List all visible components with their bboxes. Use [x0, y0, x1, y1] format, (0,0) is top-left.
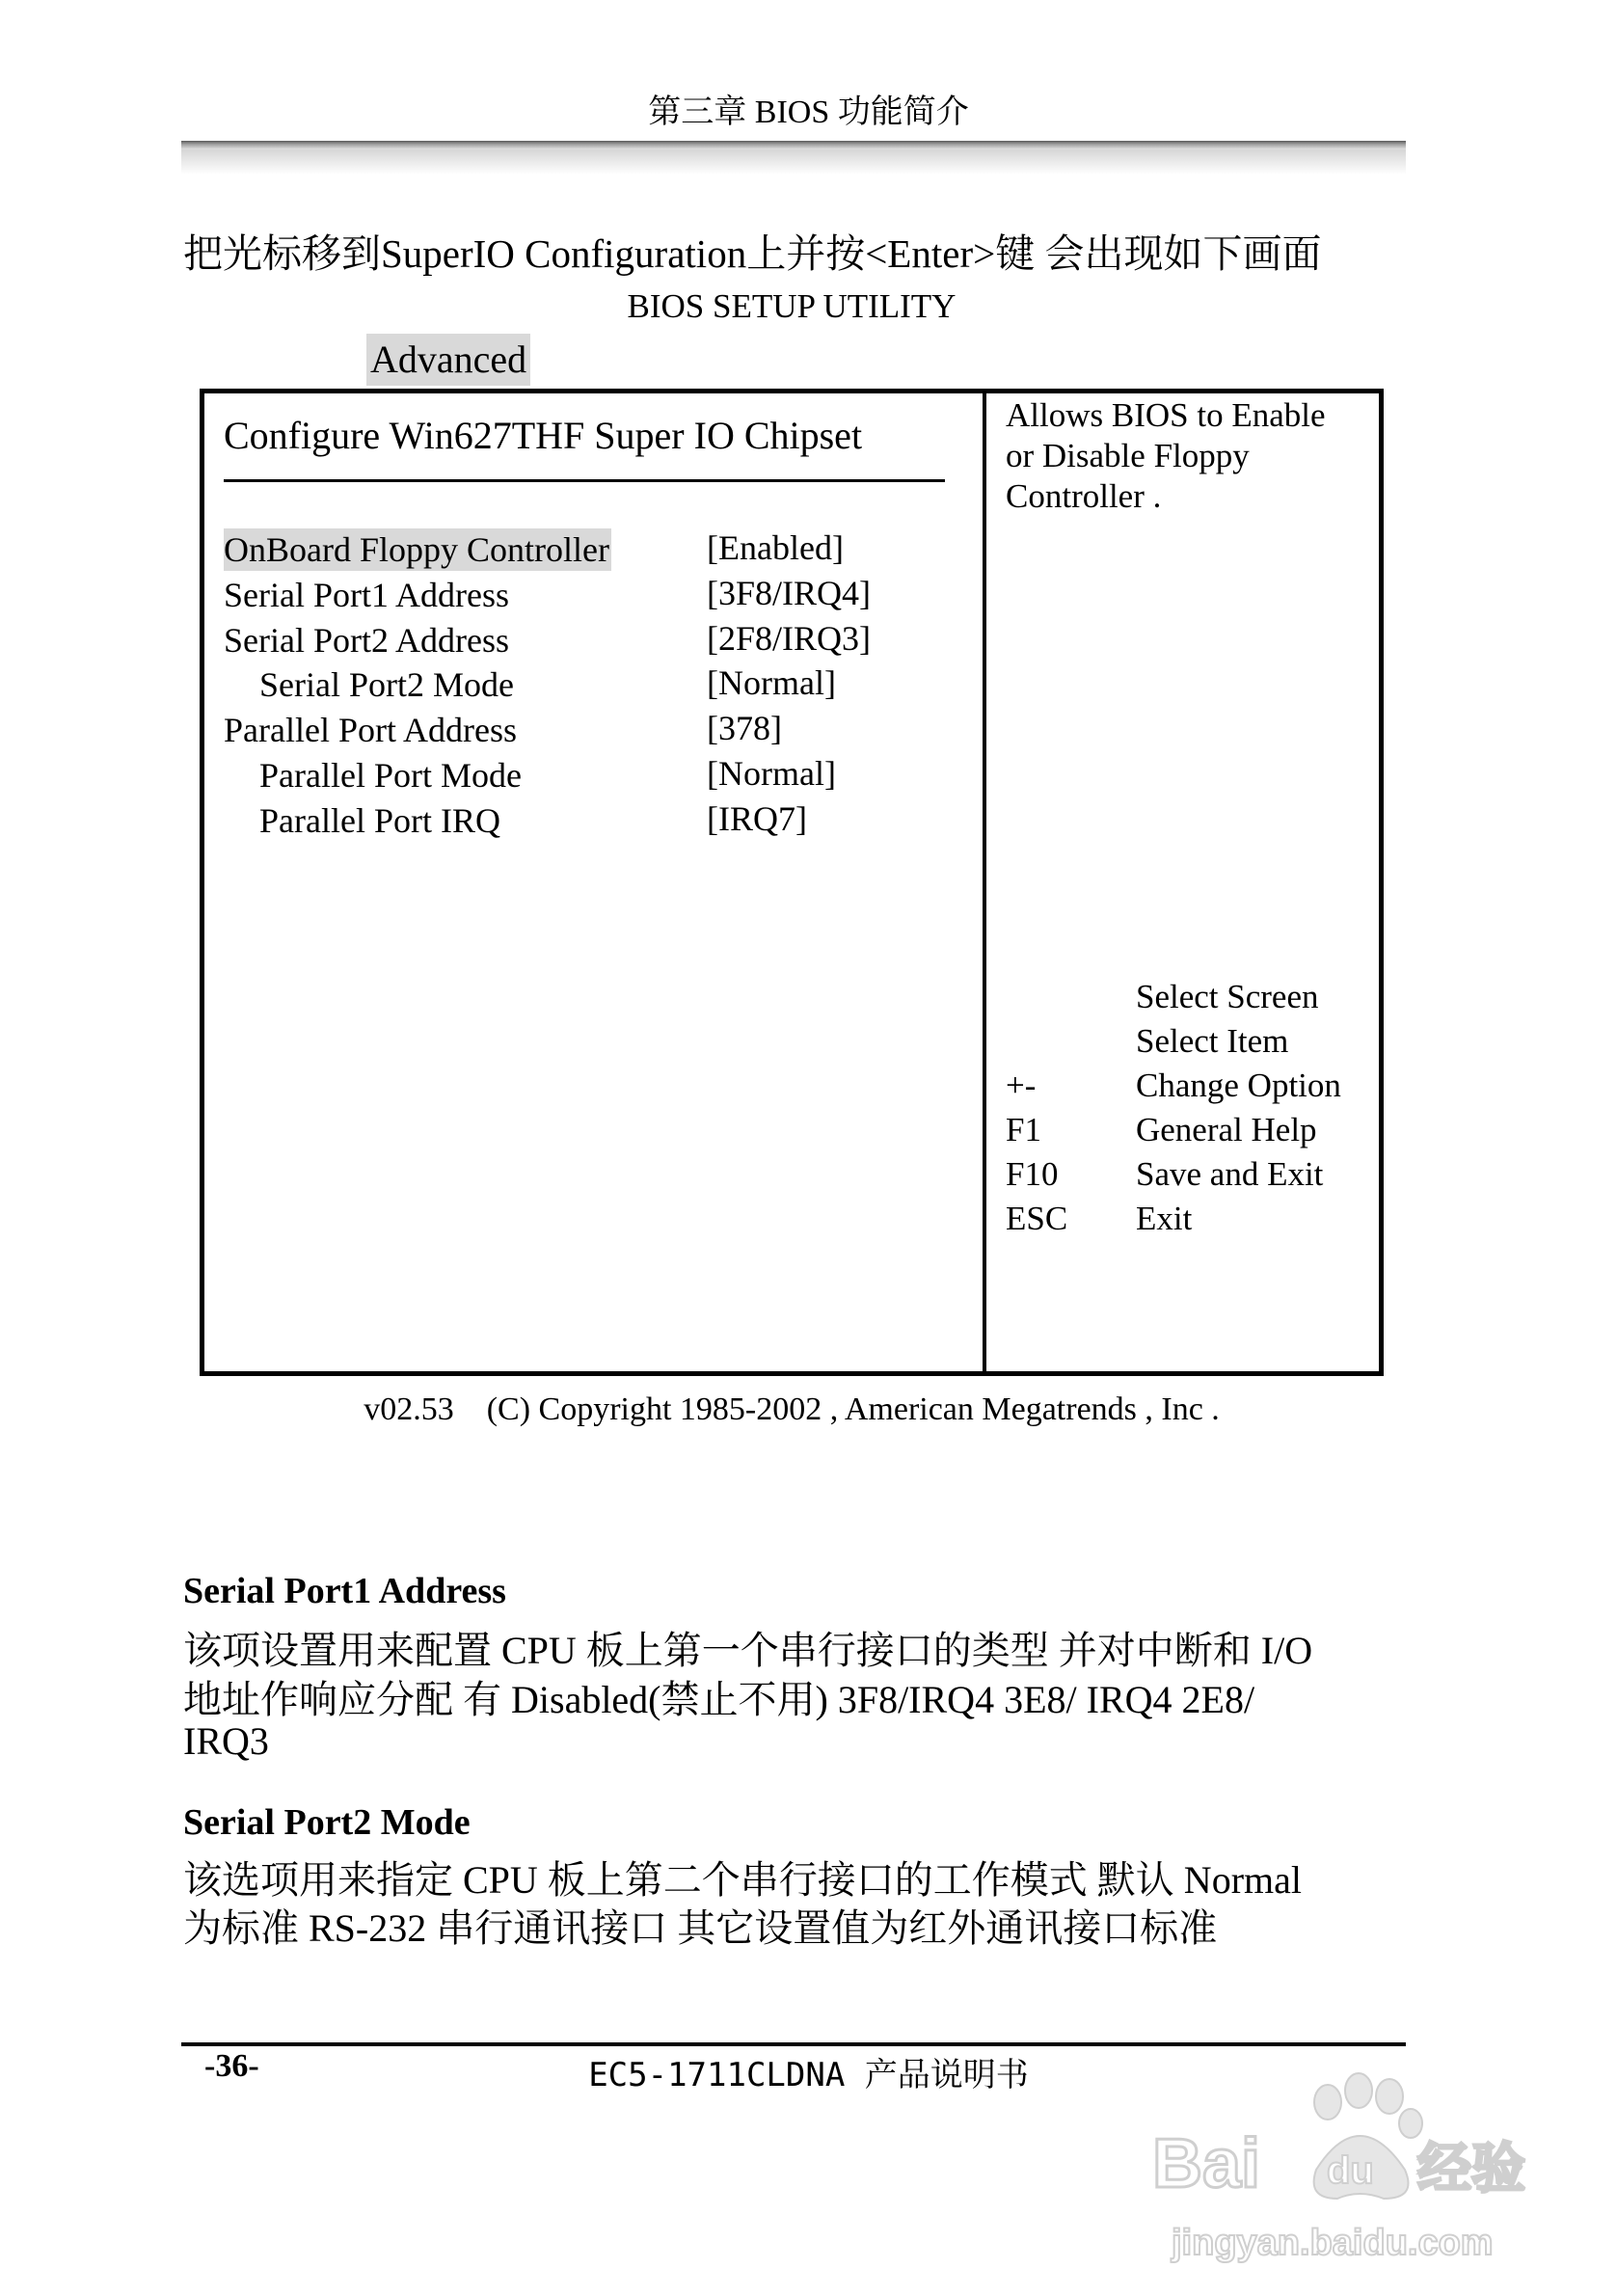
header-rule [181, 141, 1406, 149]
key-legend-key: ESC [1006, 1200, 1068, 1237]
bios-version: v02.53 [364, 1391, 454, 1427]
bios-copyright-line [0, 1391, 1583, 1428]
setting-value-serial-port1-address[interactable]: [3F8/IRQ4] [707, 574, 871, 612]
key-legend-action: Change Option [1136, 1067, 1341, 1104]
baidu-paw-logo-icon [1152, 2064, 1538, 2285]
watermark-service-name: 经验 [1417, 2138, 1525, 2201]
setting-label-parallel-port-mode[interactable]: Parallel Port Mode [259, 756, 522, 795]
watermark-brand-text: Bai [1152, 2125, 1261, 2202]
key-legend-key: F1 [1006, 1111, 1041, 1148]
key-legend-action: Select Item [1136, 1022, 1289, 1060]
setting-label-serial-port2-mode[interactable]: Serial Port2 Mode [259, 665, 514, 704]
tab-advanced[interactable]: Advanced [366, 334, 530, 386]
section-text-line: 地址作响应分配 有 Disabled(禁止不用) 3F8/IRQ4 3E8/ IRQ4 2E8/ [183, 1678, 1255, 1721]
key-legend-key: F10 [1006, 1155, 1059, 1193]
setting-label-parallel-port-address[interactable]: Parallel Port Address [224, 711, 517, 749]
setting-value-parallel-port-address[interactable]: [378] [707, 709, 782, 747]
section-heading-serial-port2-mode: Serial Port2 Mode [183, 1802, 471, 1843]
setting-label-parallel-port-irq[interactable]: Parallel Port IRQ [259, 801, 500, 840]
section-heading-serial-port1-address: Serial Port1 Address [183, 1571, 506, 1611]
key-legend-action: General Help [1136, 1111, 1317, 1148]
bios-title: BIOS SETUP UTILITY [627, 287, 957, 325]
header-rule-shadow [181, 149, 1406, 175]
watermark-brand-text-2: du [1327, 2149, 1374, 2192]
intro-paragraph: 把光标移到SuperIO Configuration上并按<Enter>键 会出现如下画面 [183, 231, 1322, 276]
key-legend-action: Exit [1136, 1200, 1193, 1237]
setting-label-floppy-controller[interactable]: OnBoard Floppy Controller [224, 530, 609, 569]
setting-value-serial-port2-address[interactable]: [2F8/IRQ3] [707, 619, 871, 658]
setting-label-serial-port1-address[interactable]: Serial Port1 Address [224, 576, 509, 614]
section-text-line: 该项设置用来配置 CPU 板上第一个串行接口的类型 并对中断和 I/O [183, 1629, 1313, 1672]
setting-value-parallel-port-mode[interactable]: [Normal] [707, 754, 836, 793]
heading-rule [224, 479, 945, 482]
bios-copyright: (C) Copyright 1985-2002 , American Megatrends , Inc . [486, 1391, 1220, 1427]
setting-value-parallel-port-irq[interactable]: [IRQ7] [707, 799, 807, 838]
panel-heading: Configure Win627THF Super IO Chipset [224, 414, 863, 457]
footer-rule [181, 2042, 1406, 2046]
section-text-line: IRQ3 [183, 1719, 269, 1763]
bios-panel-divider [983, 389, 986, 1376]
setting-value-serial-port2-mode[interactable]: [Normal] [707, 663, 836, 702]
watermark-url: jingyan.baidu.com [1172, 2223, 1494, 2263]
key-legend-key: +- [1006, 1067, 1037, 1104]
help-text: Allows BIOS to Enable or Disable Floppy Controller . [1006, 396, 1326, 515]
setting-value-floppy-controller[interactable]: [Enabled] [707, 528, 844, 567]
section-text-line: 该选项用来指定 CPU 板上第二个串行接口的工作模式 默认 Normal [183, 1858, 1302, 1902]
section-text-line: 为标准 RS-232 串行通讯接口 其它设置值为红外通讯接口标准 [183, 1906, 1218, 1950]
baidu-jingyan-watermark [1152, 2064, 1538, 2285]
key-legend-action: Save and Exit [1136, 1155, 1324, 1193]
page-number: -36- [204, 2048, 259, 2084]
chapter-title: 第三章 BIOS 功能简介 [648, 95, 969, 130]
product-name: EC5-1711CLDNA 产品说明书 [588, 2056, 1029, 2094]
key-legend-action: Select Screen [1136, 978, 1319, 1015]
setting-label-serial-port2-address[interactable]: Serial Port2 Address [224, 621, 509, 660]
